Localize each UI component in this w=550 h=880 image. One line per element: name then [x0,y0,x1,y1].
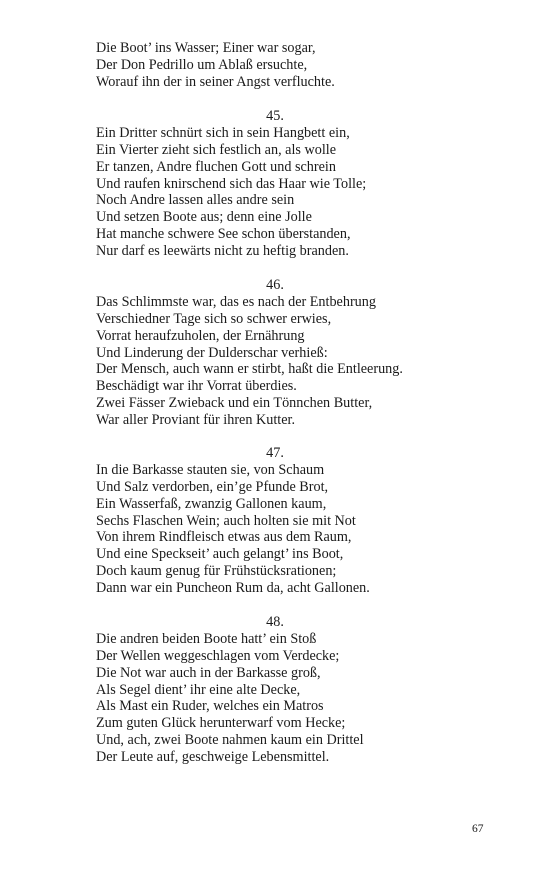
stanza-number-45: 45. [266,108,284,124]
verse-line: Und setzen Boote aus; denn eine Jolle [96,209,312,226]
verse-line: Und Linderung der Dulderschar verhieß: [96,344,328,361]
verse-line: Noch Andre lassen alles andre sein [96,192,295,209]
stanza-number-47: 47. [266,445,284,461]
verse-line: Und raufen knirschend sich das Haar wie Tolle; [96,175,367,192]
verse-line: In die Barkasse stauten sie, von Schaum [96,462,325,478]
verse-line: Das Schlimmste war, das es nach der Entbehrung [96,294,376,310]
verse-line: Als Segel dient’ ihr eine alte Decke, [96,681,301,698]
stanza-number-46: 46. [266,277,284,293]
verse-line: Sechs Flaschen Wein; auch holten sie mit Not [96,512,356,529]
verse-line: Der Mensch, auch wann er stirbt, haßt die Entleerung. [96,361,403,378]
verse-line: Er tanzen, Andre fluchen Gott und schrein [96,158,336,175]
verse-line: Die Not war auch in der Barkasse groß, [96,664,321,681]
stanza-46 [96,294,516,429]
verse-line: Doch kaum genug für Frühstücksrationen; [96,563,337,580]
verse-line: Von ihrem Rindfleisch etwas aus dem Raum, [96,529,352,546]
verse-line: War aller Proviant für ihren Kutter. [96,411,295,428]
stanza-44-continuation [96,40,516,91]
verse-line: Als Mast ein Ruder, welches ein Matros [96,698,324,715]
verse-line: Beschädigt war ihr Vorrat überdies. [96,378,297,395]
verse-line: Verschiedner Tage sich so schwer erwies, [96,310,332,327]
verse-line: Und, ach, zwei Boote nahmen kaum ein Drittel [96,732,364,749]
stanza-number-48: 48. [266,614,284,630]
verse-line: Zwei Fässer Zwieback und ein Tönnchen Butter, [96,395,373,412]
verse-line: Vorrat heraufzuholen, der Ernährung [96,327,305,344]
verse-line: Ein Dritter schnürt sich in sein Hangbett ein, [96,125,350,141]
stanza-47 [96,462,516,597]
verse-line: Hat manche schwere See schon überstanden, [96,226,351,243]
verse-line: Der Leute auf, geschweige Lebensmittel. [96,748,330,765]
stanza-45 [96,125,516,260]
verse-line: Zum guten Glück herunterwarf vom Hecke; [96,715,346,732]
verse-line: Nur darf es leewärts nicht zu heftig branden. [96,242,349,259]
verse-line: Der Don Pedrillo um Ablaß ersuchte, [96,56,308,73]
stanza-48 [96,631,516,766]
verse-line: Worauf ihn der in seiner Angst verfluchte. [96,73,335,90]
verse-line: Ein Vierter zieht sich festlich an, als wolle [96,141,336,158]
verse-line: Und Salz verdorben, ein’ge Pfunde Brot, [96,478,329,495]
page-number: 67 [472,823,484,835]
verse-line: Der Wellen weggeschlagen vom Verdecke; [96,647,340,664]
verse-line: Ein Wasserfaß, zwanzig Gallonen kaum, [96,495,327,512]
verse-line: Die andren beiden Boote hatt’ ein Stoß [96,631,317,647]
verse-line: Die Boot’ ins Wasser; Einer war sogar, [96,40,316,56]
verse-line: Und eine Speckseit’ auch gelangt’ ins Boot, [96,546,344,563]
verse-line: Dann war ein Puncheon Rum da, acht Gallonen. [96,579,370,596]
